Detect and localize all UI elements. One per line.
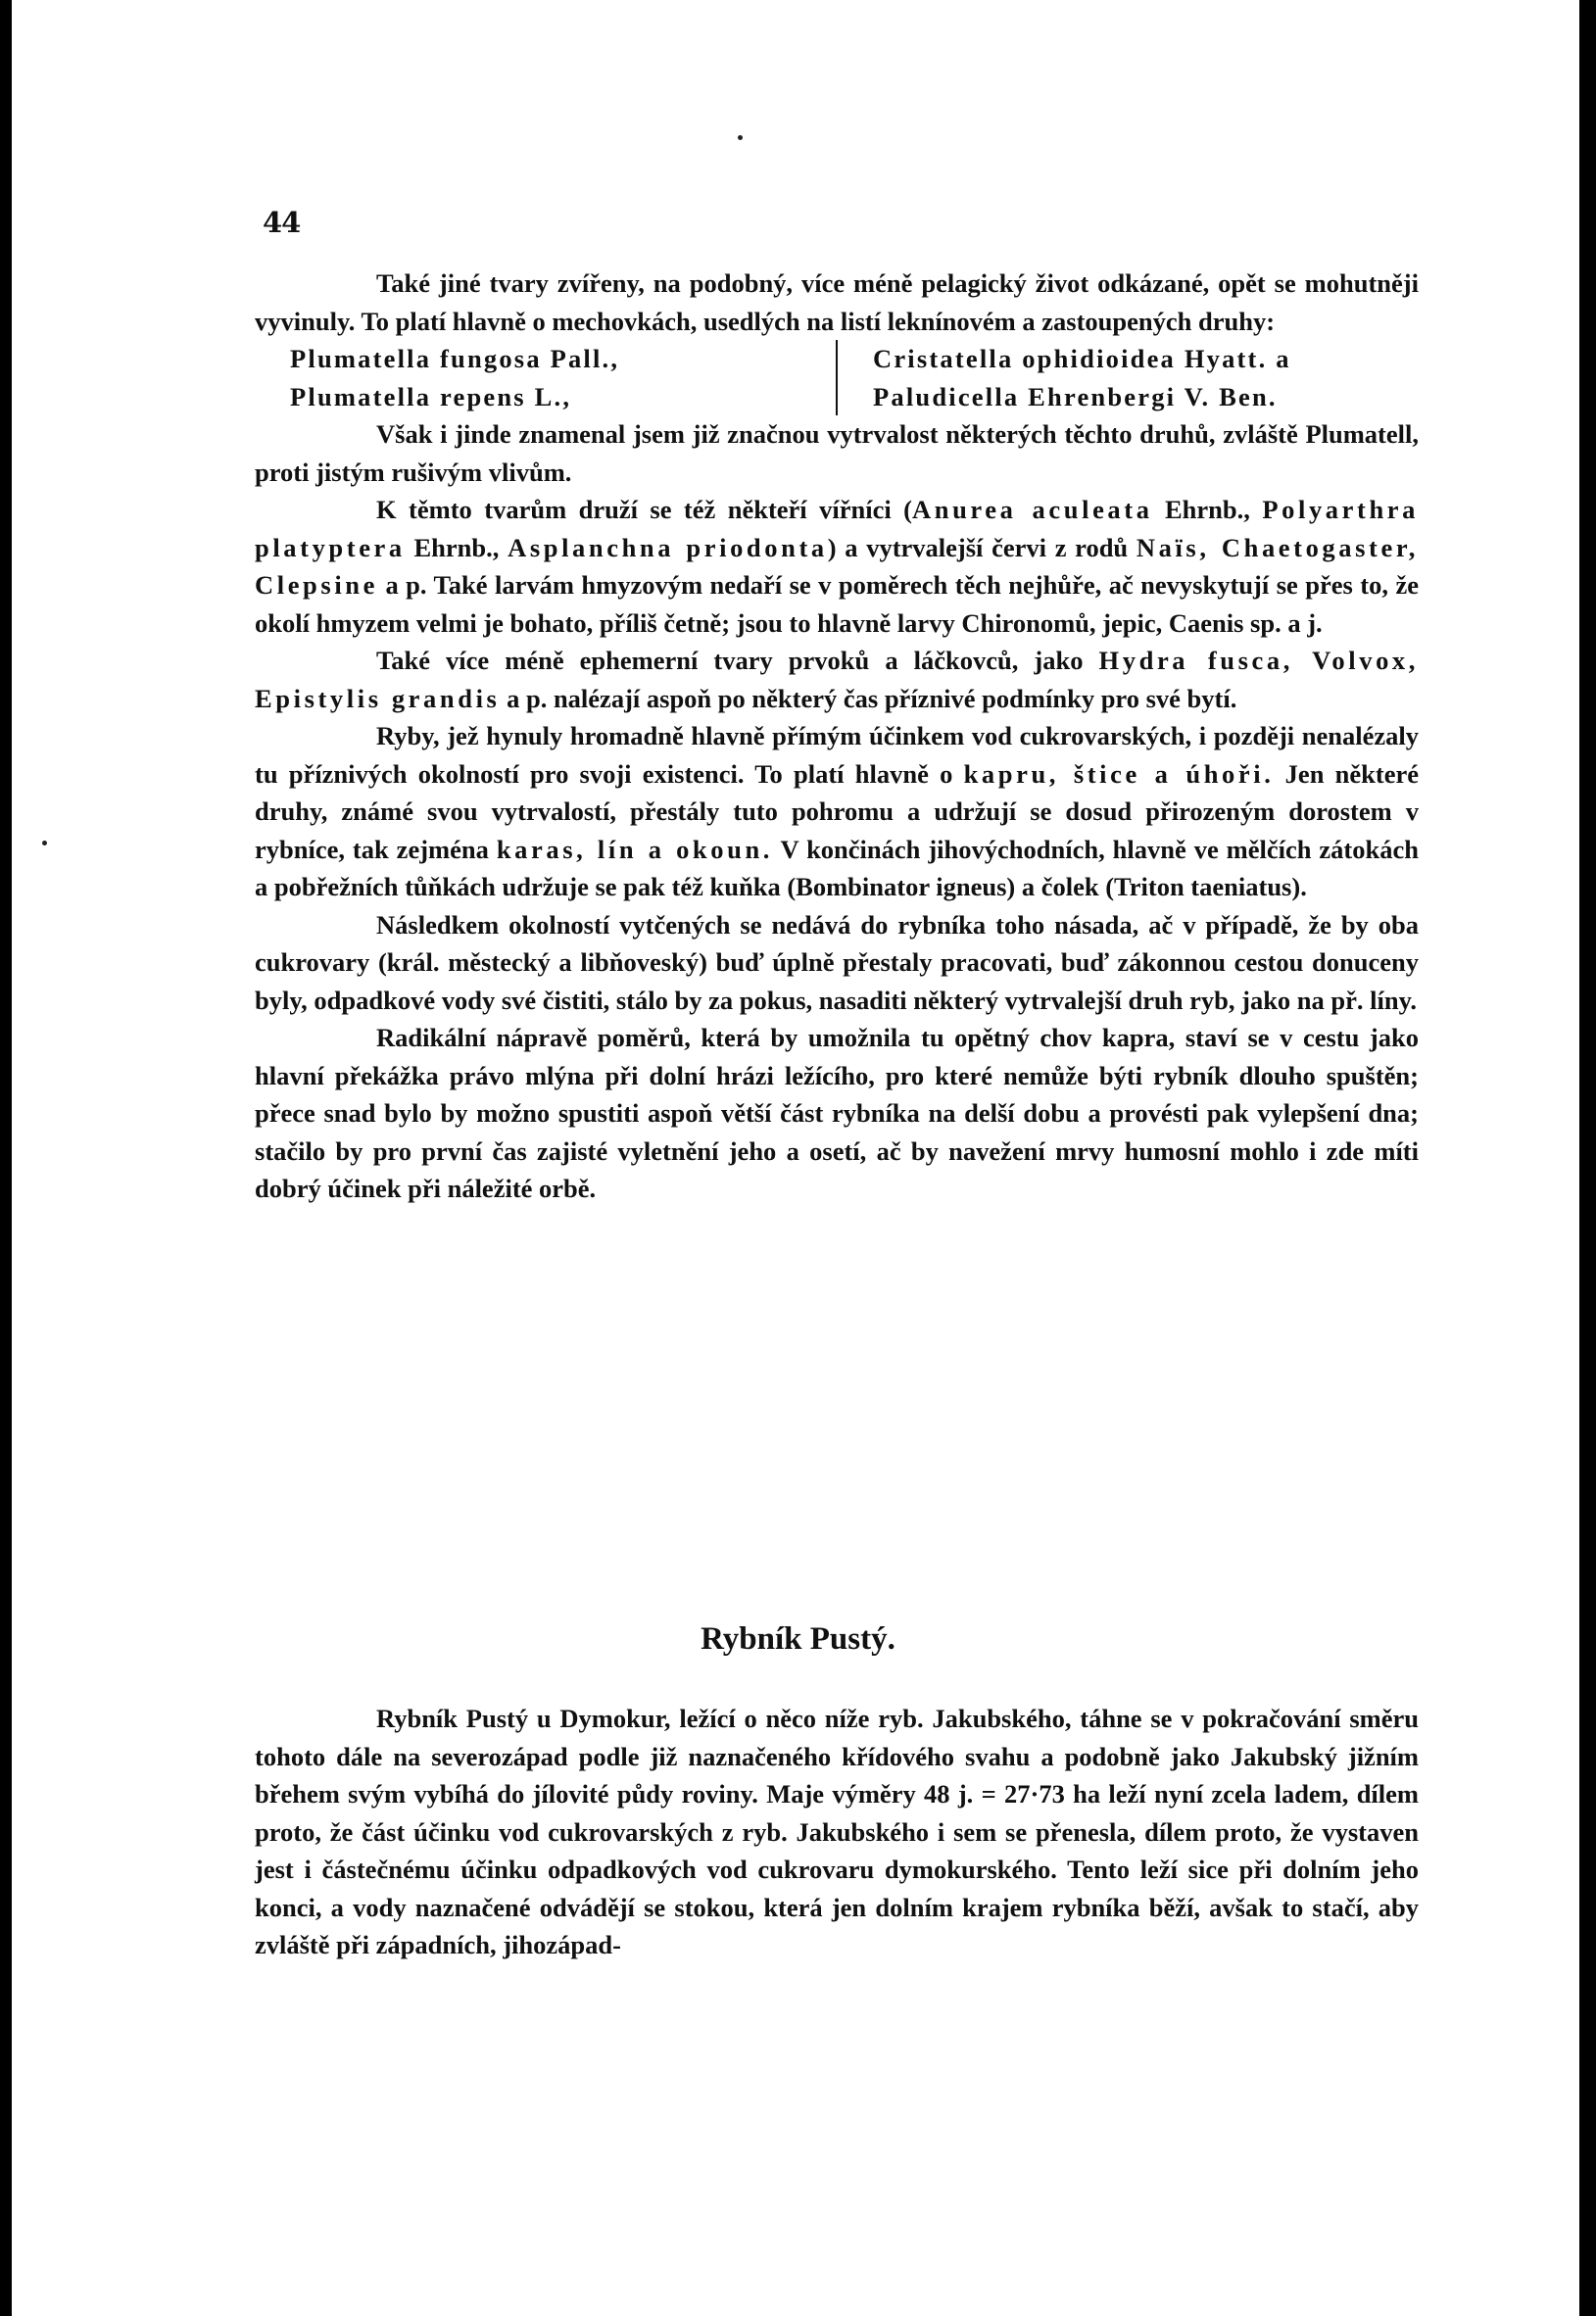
text-run: K těmto tvarům druží se též někteří vířníci ( (376, 495, 912, 524)
species-item: Paludicella Ehrenbergi V. Ben. (873, 381, 1278, 411)
paragraph (255, 491, 1419, 642)
text-run: a p. nalézají aspoň po některý čas příznivé podmínky pro své bytí. (500, 683, 1237, 713)
fish-names: karas, lín a okoun. (496, 834, 774, 864)
species-column-left (290, 340, 836, 415)
text-run: Ehrnb., (1152, 495, 1263, 524)
text-run: Jen některé druhy, známé svou vytrvalostí, přestály tuto pohromu a udržují se dosud přirozeným dorostem v rybníce, tak zejména (255, 758, 1420, 864)
species-item: Plumatella fungosa Pall., (290, 344, 620, 373)
taxon-name: Polyarthra platyptera (255, 495, 1419, 562)
paragraph (255, 717, 1419, 906)
text-run: V končinách jihovýchodních, hlavně ve mělčích zátokách a pobřežních tůňkách udržuje se pak též kuňka (Bombinator igneus) a čolek (Triton taeniatus). (255, 834, 1419, 901)
specks (42, 841, 47, 845)
body-text (255, 265, 1419, 1208)
taxon-name: Anurea aculeata (912, 495, 1153, 524)
paragraph: Rybník Pustý u Dymokur, ležící o něco níže ryb. Jakubského, táhne se v pokračování směru tohoto dále na severozápad podle již naznačeného křídového svahu a podobně jako Jakubský jižním břehem svým vybíhá do jílovité půdy roviny. Maje výměry 48 j. = 27·73 ha leží nyní zcela ladem, dílem proto, že část účinku vod cukrovarských z ryb. Jakubského i sem se přenesla, dílem proto, že vystaven jest i částečnému účinku odpadkových vod cukrovaru dymokurského. Tento leží sice při dolním jeho konci, a vody naznačené odvádějí se stokou, která jen dolním krajem rybníka běží, avšak to stačí, aby zvláště při západních, jihozápad- (255, 1704, 1419, 1959)
taxon-name: Naïs, Chaetogaster, Clepsine (255, 532, 1419, 600)
fish-names: kapru, štice a úhoři. (963, 758, 1275, 789)
page-number: 44 (263, 206, 301, 239)
body-text-section (255, 1700, 1419, 1964)
paragraph (255, 642, 1419, 717)
page (12, 0, 1579, 2316)
species-item: Plumatella repens L., (290, 381, 572, 411)
species-item: Cristatella ophidioidea Hyatt. a (873, 344, 1291, 373)
text-run: ) a vytrvalejší červi z rodů (827, 532, 1137, 562)
species-column-right (836, 340, 1419, 415)
specks (738, 135, 743, 140)
paragraph: Také jiné tvary zvířeny, na podobný, více méně pelagický život odkázané, opět se mohutněji vyvinuly. To platí hlavně o mechovkách, usedlých na listí leknínovém a zastoupených druhy: (255, 268, 1419, 336)
section-heading: Rybník Pustý. (701, 1621, 895, 1657)
species-list (290, 340, 1419, 415)
text-run: a p. Také larvám hmyzovým nedaří se v poměrech těch nejhůře, ač nevyskytují se přes to, že okolí hmyzem velmi je bohato, příliš četně; jsou to hlavně larvy Chironomů, jepic, Caenis sp. a j. (255, 570, 1419, 638)
text-run: Také více méně ephemerní tvary prvoků a láčkovců, jako (376, 646, 1099, 675)
text-run: Ehrnb., (405, 532, 508, 562)
taxon-name: Hydra fusca, Volvox, Epistylis grandis (255, 646, 1419, 713)
paragraph: Radikální nápravě poměrů, která by umožnila tu opětný chov kapra, staví se v cestu jako hlavní překážka právo mlýna při dolní hrázi ležícího, pro které nemůže býti rybník dlouho spuštěn; přece snad bylo by možno spustiti aspoň větší část rybníka na delší dobu a provésti pak vylepšení dna; stačilo by pro první čas zajisté vyletnění jeho a osetí, ač by navežení mrvy humosní mohlo i zde míti dobrý účinek při náležité orbě. (255, 1023, 1419, 1203)
paragraph: Následkem okolností vytčených se nedává do rybníka toho násada, ač v případě, že by oba cukrovary (král. městecký a libňoveský) buď úplně přestaly pracovati, buď zákonnou cestou donuceny byly, odpadkové vody své čistiti, stálo by za pokus, nasaditi některý vytrvalejší druh ryb, jako na př. líny. (255, 909, 1419, 1015)
paragraph: Však i jinde znamenal jsem již značnou vytrvalost některých těchto druhů, zvláště Plumatell, proti jistým rušivým vlivům. (255, 419, 1419, 487)
text-run: Ryby, jež hynuly hromadně hlavně přímým účinkem vod cukrovarských, i později nenalézaly tu příznivých okolností pro svoji existenci. To platí hlavně o (255, 721, 1419, 789)
taxon-name: Asplanchna priodonta (508, 532, 828, 562)
